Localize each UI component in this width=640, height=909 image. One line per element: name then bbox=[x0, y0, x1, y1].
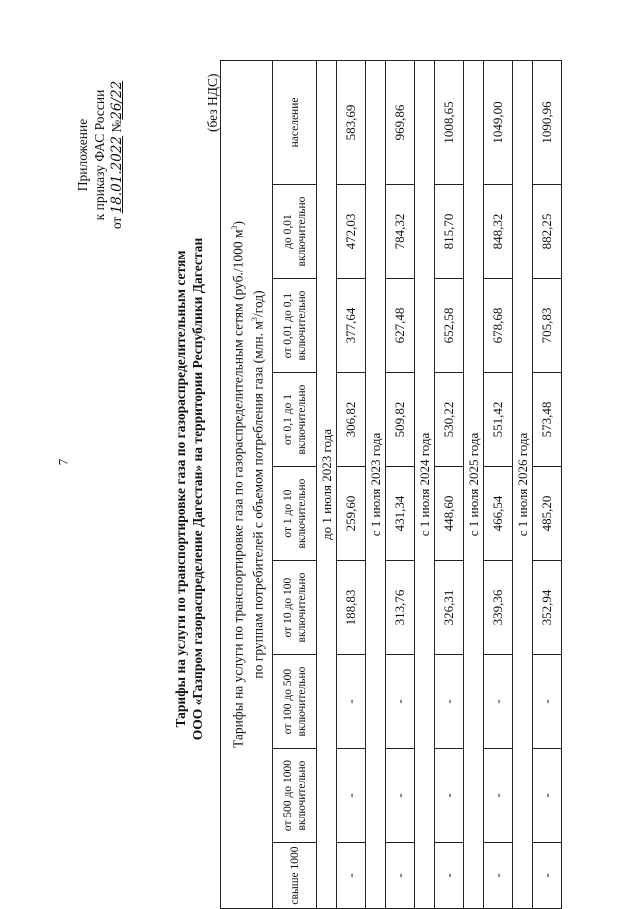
title-line-2: ООО «Газпром газораспределение Дагестан» на территории Республики Дагестан bbox=[190, 237, 205, 741]
table-cell: 627,48 bbox=[386, 279, 415, 373]
handwritten-date: 18.01.2022 bbox=[109, 136, 125, 214]
table-cell: 466,54 bbox=[484, 467, 513, 561]
table-cell: 573,48 bbox=[533, 373, 562, 467]
table-cell: - bbox=[386, 749, 415, 843]
date-prefix: от bbox=[109, 216, 124, 230]
handwritten-number: 26/22 bbox=[109, 80, 125, 120]
table-cell: 259,60 bbox=[337, 467, 366, 561]
table-cell: - bbox=[386, 655, 415, 749]
table-cell: - bbox=[435, 749, 464, 843]
column-header: от 0,01 до 0,1 включительно bbox=[273, 279, 317, 373]
table-cell: 1008,65 bbox=[435, 60, 464, 184]
table-cell: - bbox=[484, 843, 513, 909]
vat-note: (без НДС) bbox=[205, 73, 220, 132]
table-cell: 448,60 bbox=[435, 467, 464, 561]
table-cell: 705,83 bbox=[533, 279, 562, 373]
column-header: от 1 до 10 включительно bbox=[273, 467, 317, 561]
column-header: от 10 до 100 включительно bbox=[273, 561, 317, 655]
period-label: с 1 июля 2024 года bbox=[415, 60, 435, 908]
table-cell: - bbox=[533, 655, 562, 749]
column-header: до 0,01 включительно bbox=[273, 185, 317, 279]
table-cell: 306,82 bbox=[337, 373, 366, 467]
table-cell: - bbox=[337, 749, 366, 843]
table-cell: 352,94 bbox=[533, 561, 562, 655]
table-cell: - bbox=[484, 749, 513, 843]
table-cell: 472,03 bbox=[337, 185, 366, 279]
table-cell: - bbox=[484, 655, 513, 749]
table-cell: 1090,96 bbox=[533, 60, 562, 184]
period-label: с 1 июля 2023 года bbox=[366, 60, 386, 908]
table-cell: 485,20 bbox=[533, 467, 562, 561]
table-cell: - bbox=[533, 749, 562, 843]
appendix-order-ref: к приказу ФАС России bbox=[92, 89, 107, 221]
period-label: с 1 июля 2026 года bbox=[513, 60, 533, 908]
table-row bbox=[533, 60, 562, 908]
appendix-block bbox=[74, 61, 126, 249]
document-title bbox=[172, 219, 206, 759]
table-cell: 1049,00 bbox=[484, 60, 513, 184]
table-cell: 848,32 bbox=[484, 185, 513, 279]
tariff-table bbox=[220, 60, 562, 909]
table-row bbox=[484, 60, 513, 908]
column-header-row bbox=[273, 60, 317, 908]
table-cell: - bbox=[337, 655, 366, 749]
table-cell: 551,42 bbox=[484, 373, 513, 467]
period-label: с 1 июля 2025 года bbox=[464, 60, 484, 908]
table-cell: - bbox=[533, 843, 562, 909]
page-number: 7 bbox=[55, 458, 71, 466]
table-cell: - bbox=[386, 843, 415, 909]
table-cell: 784,32 bbox=[386, 185, 415, 279]
period-label: до 1 июля 2023 года bbox=[317, 60, 337, 908]
table-cell: 882,25 bbox=[533, 185, 562, 279]
table-cell: 339,36 bbox=[484, 561, 513, 655]
table-cell: 313,76 bbox=[386, 561, 415, 655]
table-cell: 583,69 bbox=[337, 60, 366, 184]
appendix-date-line bbox=[108, 61, 126, 249]
table-cell: 969,86 bbox=[386, 60, 415, 184]
title-line-1: Тарифы на услуги по транспортировке газа по газораспределительным сетям bbox=[173, 250, 188, 728]
table-cell: 530,22 bbox=[435, 373, 464, 467]
column-header: от 0,1 до 1 включительно bbox=[273, 373, 317, 467]
table-cell: 509,82 bbox=[386, 373, 415, 467]
table-main-header bbox=[221, 60, 273, 908]
header-line-2: по группам потребителей с объемом потребления газа (млн. $м^3/год$) bbox=[249, 290, 265, 679]
table-cell: - bbox=[337, 843, 366, 909]
table-cell: - bbox=[435, 655, 464, 749]
table-cell: 815,70 bbox=[435, 185, 464, 279]
table-cell: 652,58 bbox=[435, 279, 464, 373]
table-cell: 188,83 bbox=[337, 561, 366, 655]
appendix-label: Приложение bbox=[75, 118, 90, 192]
column-header: свыше 1000 bbox=[273, 843, 317, 909]
column-header: от 500 до 1000 включительно bbox=[273, 749, 317, 843]
table-row bbox=[386, 60, 415, 908]
column-header: население bbox=[273, 60, 317, 184]
column-header: от 100 до 500 включительно bbox=[273, 655, 317, 749]
table-cell: - bbox=[435, 843, 464, 909]
table-cell: 678,68 bbox=[484, 279, 513, 373]
number-prefix: № bbox=[109, 119, 124, 133]
table-cell: 431,34 bbox=[386, 467, 415, 561]
table-cell: 377,64 bbox=[337, 279, 366, 373]
table-row bbox=[337, 60, 366, 908]
rotated-page-content bbox=[74, 61, 594, 909]
table-cell: 326,31 bbox=[435, 561, 464, 655]
header-line-1: Тарифы на услуги по транспортировке газа по газораспределительным сетям (руб./1000 $м^3$) bbox=[230, 220, 246, 748]
table-row bbox=[435, 60, 464, 908]
